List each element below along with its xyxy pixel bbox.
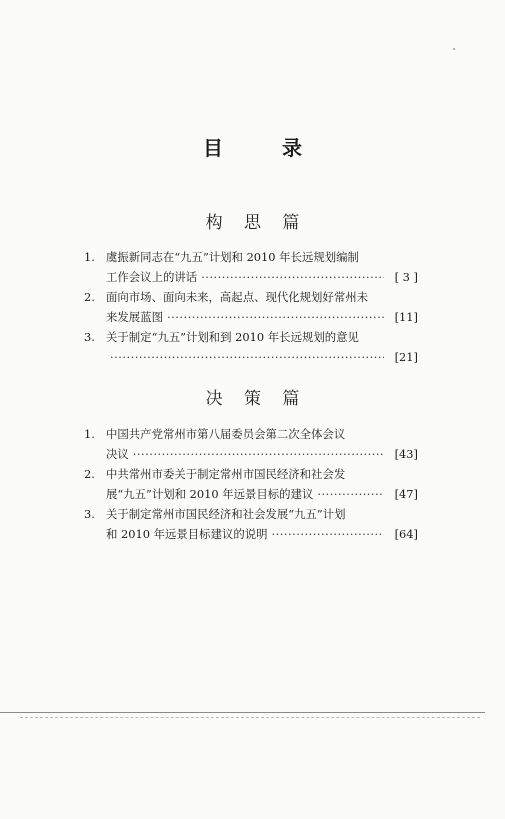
section-heading-gousi: 构 思 篇 [205, 213, 308, 233]
dot-leader [110, 347, 384, 367]
entry-title-line: 关于制定常州市国民经济和社会发展“九五”计划 [106, 507, 346, 521]
page-number: [64] [394, 527, 418, 541]
page-bottom-rule-faint [20, 717, 480, 718]
toc-entry[interactable] [84, 287, 418, 327]
dot-leader [133, 444, 384, 464]
entry-number: 3. [84, 507, 95, 521]
dot-leader [201, 267, 384, 287]
entry-number: 1. [84, 427, 95, 441]
entry-title-line: 展“九五”计划和 2010 年远景目标的建议 [106, 487, 314, 501]
entry-title-line: 中国共产党常州市第八届委员会第二次全体会议 [106, 427, 346, 441]
entry-number: 2. [84, 467, 95, 481]
dot-leader [317, 484, 384, 504]
toc-entry[interactable] [84, 247, 418, 287]
page-number: [11] [394, 310, 418, 324]
page-number: [ 3 ] [394, 270, 418, 284]
entry-title-line: 中共常州市委关于制定常州市国民经济和社会发 [106, 467, 346, 481]
toc-section-juece [84, 424, 418, 544]
entry-title-line: 关于制定“九五”计划和到 2010 年长远规划的意见 [106, 330, 359, 344]
toc-entry[interactable] [84, 424, 418, 464]
toc-section-gousi [84, 247, 418, 367]
scan-speck [453, 48, 455, 50]
page-number: [47] [394, 487, 418, 501]
entry-title-line: 虞振新同志在“九五”计划和 2010 年长远规划编制 [106, 250, 359, 264]
page-number: [43] [394, 447, 418, 461]
entry-title-line: 决议 [106, 447, 129, 461]
entry-title-line: 工作会议上的讲话 [106, 270, 198, 284]
toc-entry[interactable] [84, 504, 418, 544]
toc-entry[interactable] [84, 464, 418, 504]
dot-leader [272, 524, 384, 544]
page-bottom-rule [0, 712, 485, 713]
section-heading-juece: 决 策 篇 [205, 389, 308, 409]
entry-number: 2. [84, 290, 95, 304]
entry-number: 1. [84, 250, 95, 264]
entry-title-line: 来发展蓝图 [106, 310, 163, 324]
toc-entry[interactable] [84, 327, 418, 367]
entry-number: 3. [84, 330, 95, 344]
entry-title-line: 面向市场、面向未来，高起点、现代化规划好常州未 [106, 290, 368, 304]
page-number: [21] [394, 350, 418, 364]
dot-leader [167, 307, 384, 327]
entry-title-line: 和 2010 年远景目标建议的说明 [106, 527, 268, 541]
page-title: 目 录 [203, 136, 328, 160]
